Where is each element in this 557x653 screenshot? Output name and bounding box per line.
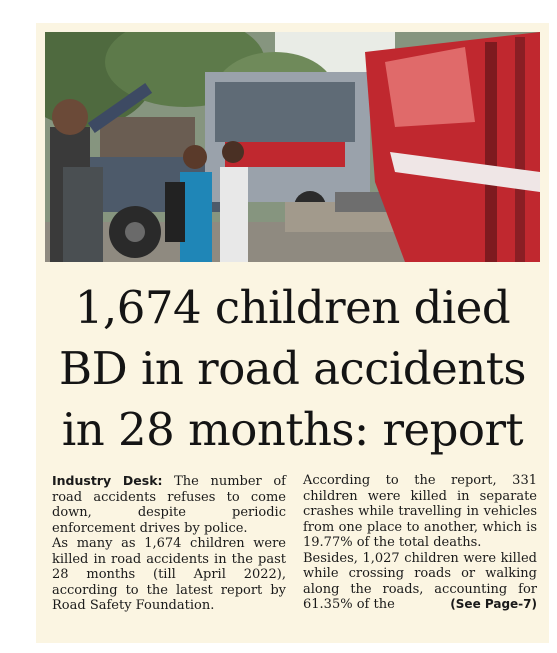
article-paragraph-2: As many as 1,674 children were killed in road accidents in the past 28 months (till April 2022), according to the latest report by Road Safety Foundation. (52, 536, 286, 613)
article-paragraph-3: According to the report, 331 children were killed in separate crashes while travelling in vehicles from one place to another, which is 19.77% of the total deaths. (303, 473, 537, 550)
paragraph-1-text: The number of road accidents refuses to come down, despite periodic enforcement drives by police. (52, 474, 286, 536)
article-paragraph-4 (303, 551, 537, 613)
see-page-link[interactable]: (See Page-7) (450, 597, 537, 611)
article-paragraph-1 (52, 473, 286, 536)
headline (36, 277, 549, 460)
accident-photo (45, 32, 540, 262)
newspaper-clipping (36, 23, 549, 643)
headline-line-2: BD in road accidents (59, 342, 526, 395)
article-column-left (52, 473, 286, 614)
headline-line-1: 1,674 children died (74, 281, 511, 334)
article-column-right (303, 473, 537, 613)
byline: Industry Desk: (52, 473, 163, 488)
paragraph-4-text: Besides, 1,027 children were killed while crossing roads or walking along the roads, accounting for 61.35% of the (303, 550, 537, 612)
headline-line-3: in 28 months: report (61, 403, 524, 456)
